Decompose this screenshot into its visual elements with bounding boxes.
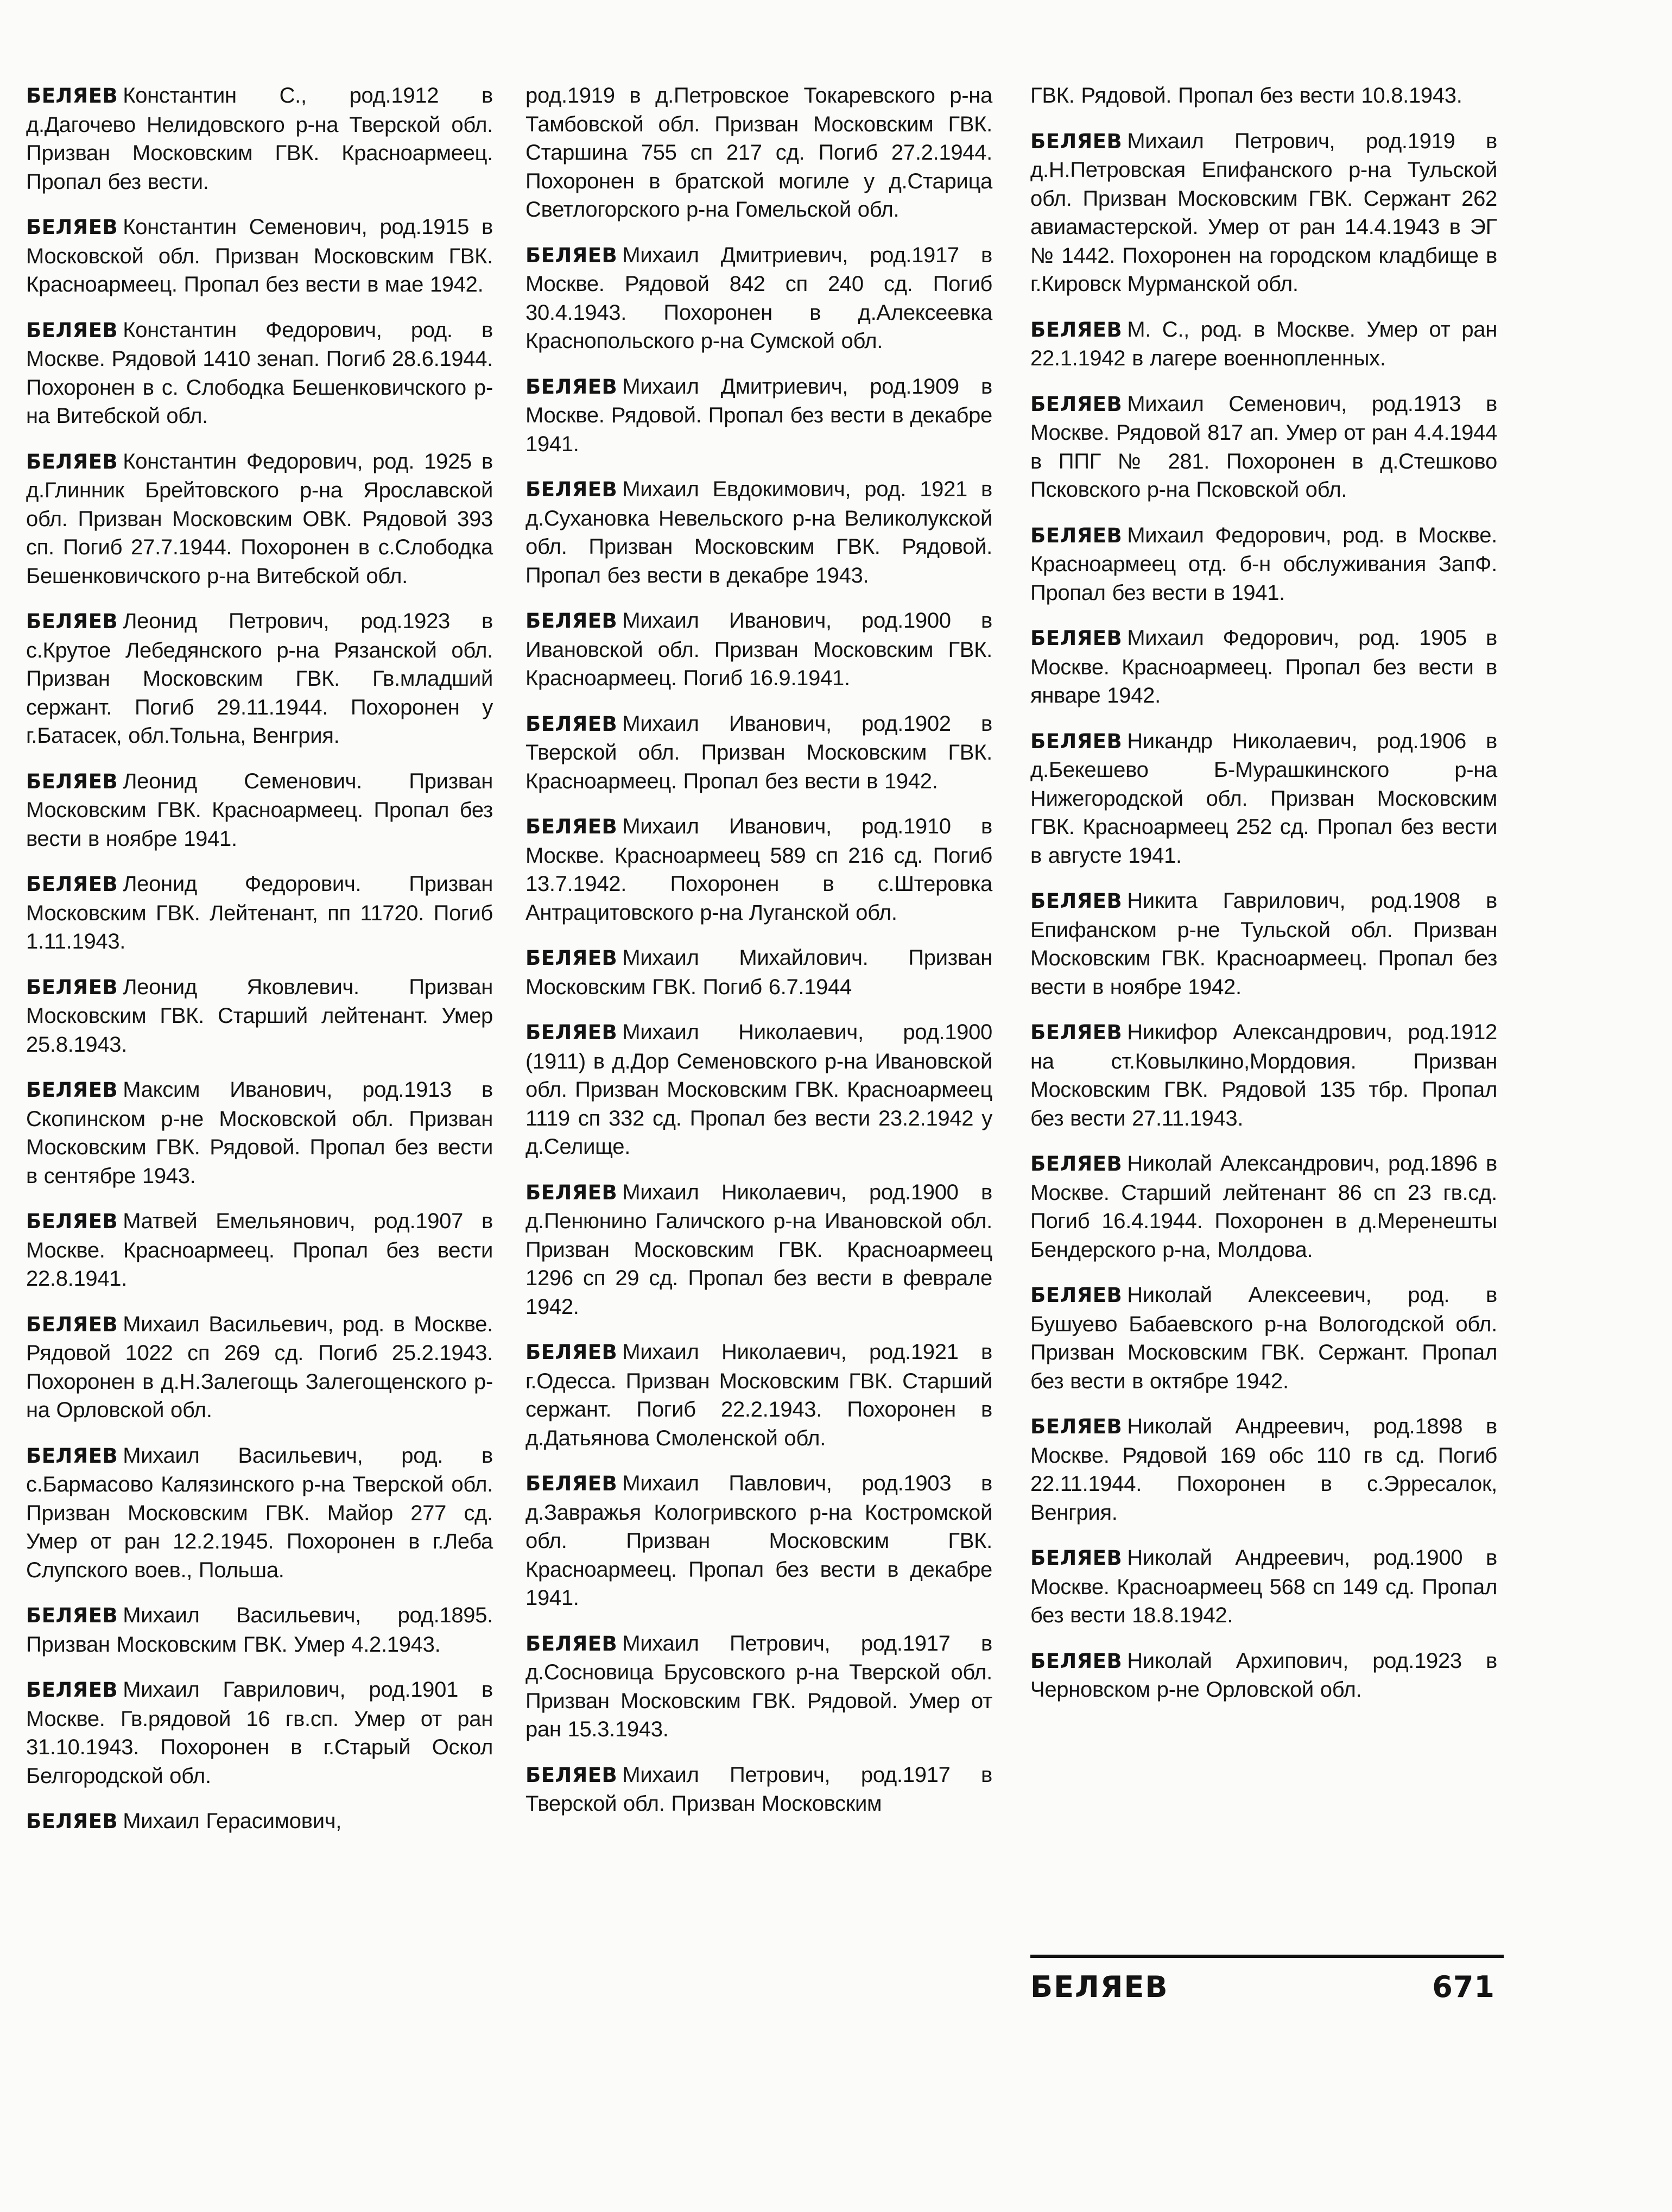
entry-surname: БЕЛЯЕВ [525,243,618,267]
entry-text: Николай Андреевич, род.1898 в Москве. Рядовой 169 обс 110 гв сд. Погиб 22.11.1944. Похоронен в с.Эрресалок, Венгрия. [1030,1414,1497,1525]
entry-text: Михаил Васильевич, род. в с.Бармасово Калязинского р-на Тверской обл. Призван Московским ГВК. Майор 277 сд. Умер от ран 12.2.1945. Похоронен в г.Леба Слупского воев., Польша. [26,1443,493,1582]
entry-surname: БЕЛЯЕВ [525,1472,618,1495]
entry [26,1676,493,1790]
entry [525,812,992,927]
entry-text: Михаил Васильевич, род. в Москве. Рядовой 1022 сп 269 сд. Погиб 25.2.1943. Похоронен в д.Н.Залегощь Залегощенского р-на Орловской обл. [26,1312,493,1422]
entry [525,81,992,224]
entry-text: Михаил Иванович, род.1902 в Тверской обл. Призван Московским ГВК. Красноармеец. Пропал без вести в 1942. [525,711,992,793]
entry-surname: БЕЛЯЕВ [1030,1284,1123,1307]
entry-surname: БЕЛЯЕВ [26,84,118,108]
entry-surname: БЕЛЯЕВ [1030,129,1123,153]
entry-surname: БЕЛЯЕВ [525,609,618,633]
column-3 [1030,81,1497,1721]
entry [525,475,992,590]
entry-surname: БЕЛЯЕВ [26,769,118,793]
entry-text: ГВК. Рядовой. Пропал без вести 10.8.1943. [1030,84,1462,108]
entry [1030,127,1497,299]
entry-text: Михаил Николаевич, род.1900 в д.Пенюнино Галичского р-на Ивановской обл. Призван Московским ГВК. Красноармеец 1296 сп 29 сд. Пропал без вести в феврале 1942. [525,1180,992,1319]
entry [525,606,992,693]
entry-text: Никифор Александрович, род.1912 на ст.Ковылкино,Мордовия. Призван Московским ГВК. Рядовой 135 тбр. Пропал без вести 27.11.1943. [1030,1020,1497,1130]
entry-text: Михаил Михайлович. Призван Московским ГВК. Погиб 6.7.1944 [525,946,992,999]
entry-surname: БЕЛЯЕВ [1030,1649,1123,1673]
running-head: БЕЛЯЕВ [1030,1970,1169,2004]
entry [1030,1647,1497,1704]
entry-surname: БЕЛЯЕВ [1030,1415,1123,1438]
entry-surname: БЕЛЯЕВ [1030,729,1123,753]
entry-text: М. С., род. в Москве. Умер от ран 22.1.1942 в лагере военнопленных. [1030,317,1497,370]
entry-surname: БЕЛЯЕВ [26,1210,118,1233]
entry-text: Михаил Федорович, род. 1905 в Москве. Красноармеец. Пропал без вести в январе 1942. [1030,626,1497,707]
entry [1030,727,1497,870]
entry [1030,1018,1497,1133]
entry-surname: БЕЛЯЕВ [26,1312,118,1336]
entry [26,973,493,1059]
entry-text: Николай Архипович, род.1923 в Черновском р-не Орловской обл. [1030,1648,1497,1702]
entry-text: Константин С., род.1912 в д.Дагочево Нелидовского р-на Тверской обл. Призван Московским ГВК. Красноармеец. Пропал без вести. [26,84,493,194]
entry-text: Михаил Петрович, род.1917 в д.Сосновица Брусовского р-на Тверской обл. Призван Московским ГВК. Рядовой. Умер от ран 15.3.1943. [525,1631,992,1741]
entry [26,316,493,431]
entry-text: Михаил Петрович, род.1919 в д.Н.Петровская Епифанского р-на Тульской обл. Призван Московским ГВК. Сержант 262 авиамастерской. Умер от ран 14.4.1943 в ЭГ № 1442. Похоронен на городском кладбище в г.Кировск Мурманской обл. [1030,129,1497,296]
entry-surname: БЕЛЯЕВ [525,946,618,970]
entry-surname: БЕЛЯЕВ [1030,392,1123,416]
entry-surname: БЕЛЯЕВ [1030,889,1123,913]
entry [525,372,992,459]
column-1 [26,81,493,1853]
entry-surname: БЕЛЯЕВ [525,375,618,399]
entry-text: Константин Федорович, род. 1925 в д.Глинник Брейтовского р-на Ярославской обл. Призван Московским ОВК. Рядовой 393 сп. Погиб 27.7.1944. Похоронен в с.Слободка Бешенковичского р-на Витебской обл. [26,449,493,588]
entry [26,1207,493,1293]
entry [1030,1281,1497,1395]
entry-surname: БЕЛЯЕВ [1030,318,1123,342]
entry [26,447,493,591]
entry-text: Никита Гаврилович, род.1908 в Епифанском р-не Тульской обл. Призван Московским ГВК. Красноармеец. Пропал без вести в ноябре 1942. [1030,889,1497,999]
entry [525,1469,992,1613]
entry-text: Михаил Николаевич, род.1900 (1911) в д.Дор Семеновского р-на Ивановской обл. Призван Московским ГВК. Красноармеец 1119 сп 332 сд. Пропал без вести 23.2.1942 у д.Селище. [525,1020,992,1159]
entry [26,607,493,750]
entry [1030,81,1497,110]
entry-surname: БЕЛЯЕВ [26,1604,118,1627]
entry [26,1310,493,1425]
entry-surname: БЕЛЯЕВ [26,610,118,633]
entry-surname: БЕЛЯЕВ [1030,1021,1123,1044]
entry [26,767,493,854]
entry [26,870,493,956]
entry [525,1018,992,1161]
entry-text: Максим Иванович, род.1913 в Скопинском р-не Московской обл. Призван Московским ГВК. Рядовой. Пропал без вести в сентябре 1943. [26,1078,493,1188]
entry-surname: БЕЛЯЕВ [1030,523,1123,547]
entry [26,1442,493,1585]
entry-text: род.1919 в д.Петровское Токаревского р-на Тамбовской обл. Призван Московским ГВК. Старшина 755 сп 217 сд. Погиб 27.2.1944. Похоронен в братской могиле у д.Старица Светлогорского р-на Гомельской обл. [525,84,992,222]
entry [525,241,992,356]
entry-text: Константин Семенович, род.1915 в Московской обл. Призван Московским ГВК. Красноармеец. Пропал без вести в мае 1942. [26,215,493,296]
entry-text: Михаил Иванович, род.1900 в Ивановской обл. Призван Московским ГВК. Красноармеец. Погиб 16.9.1941. [525,609,992,690]
entry-text: Михаил Дмитриевич, род.1909 в Москве. Рядовой. Пропал без вести в декабре 1941. [525,374,992,456]
entry-surname: БЕЛЯЕВ [525,712,618,736]
entry-surname: БЕЛЯЕВ [26,1078,118,1102]
entry-text: Леонид Яковлевич. Призван Московским ГВК. Старший лейтенант. Умер 25.8.1943. [26,975,493,1057]
entry-text: Михаил Герасимович, [123,1809,342,1833]
entry-text: Михаил Павлович, род.1903 в д.Завражья Кологривского р-на Костромской обл. Призван Московским ГВК. Красноармеец. Пропал без вести в декабре 1941. [525,1471,992,1610]
column-2 [525,81,992,1835]
entry-text: Николай Андреевич, род.1900 в Москве. Красноармеец 568 сп 149 сд. Пропал без вести 18.8.1942. [1030,1546,1497,1627]
entry [26,213,493,299]
entry-text: Леонид Федорович. Призван Московским ГВК. Лейтенант, пп 11720. Погиб 1.11.1943. [26,872,493,953]
entry-surname: БЕЛЯЕВ [26,318,118,342]
entry [1030,1149,1497,1264]
entry [1030,521,1497,608]
entry-surname: БЕЛЯЕВ [26,1678,118,1702]
entry [26,81,493,196]
entry [26,1807,493,1836]
entry [525,1761,992,1818]
entry-surname: БЕЛЯЕВ [26,873,118,896]
entry-surname: БЕЛЯЕВ [26,1810,118,1833]
entry [1030,390,1497,504]
entry-text: Михаил Петрович, род.1917 в Тверской обл. Призван Московским [525,1762,992,1816]
entry-surname: БЕЛЯЕВ [525,1180,618,1204]
entry [525,944,992,1001]
entry [525,710,992,796]
entry-text: Леонид Семенович. Призван Московским ГВК. Красноармеец. Пропал без вести в ноябре 1941. [26,769,493,851]
entry-text: Николай Алексеевич, род. в Бушуево Бабаевского р-на Вологодской обл. Призван Московским ГВК. Сержант. Пропал без вести в октябре 1942. [1030,1283,1497,1393]
entry-surname: БЕЛЯЕВ [1030,1546,1123,1570]
entry-text: Никандр Николаевич, род.1906 в д.Бекешево Б-Мурашкинского р-на Нижегородской обл. Призван Московским ГВК. Красноармеец 252 сд. Пропал без вести в августе 1941. [1030,729,1497,868]
entry [1030,887,1497,1001]
entry-surname: БЕЛЯЕВ [26,975,118,999]
entry-text: Михаил Гаврилович, род.1901 в Москве. Гв.рядовой 16 гв.сп. Умер от ран 31.10.1943. Похоронен в г.Старый Оскол Белгородской обл. [26,1678,493,1788]
entry [525,1629,992,1744]
entry-text: Михаил Дмитриевич, род.1917 в Москве. Рядовой 842 сп 240 сд. Погиб 30.4.1943. Похоронен в д.Алексеевка Краснопольского р-на Сумской обл. [525,243,992,353]
entry-surname: БЕЛЯЕВ [26,1444,118,1468]
entry-text: Михаил Федорович, род. в Москве. Красноармеец отд. б-н обслуживания ЗапФ. Пропал без вести в 1941. [1030,523,1497,605]
entry-text: Михаил Николаевич, род.1921 в г.Одесса. Призван Московским ГВК. Старший сержант. Погиб 22.2.1943. Похоронен в д.Датьянова Смоленской обл. [525,1340,992,1450]
entry-text: Михаил Васильевич, род.1895. Призван Московским ГВК. Умер 4.2.1943. [26,1603,493,1657]
entry-text: Михаил Евдокимович, род. 1921 в д.Сухановка Невельского р-на Великолукской обл. Призван Московским ГВК. Рядовой. Пропал без вести в декабре 1943. [525,477,992,587]
entry-surname: БЕЛЯЕВ [26,450,118,473]
entry-surname: БЕЛЯЕВ [525,1632,618,1655]
entry-surname: БЕЛЯЕВ [525,478,618,501]
entry [525,1178,992,1322]
entry [1030,315,1497,373]
entry [1030,624,1497,710]
entry-text: Николай Александрович, род.1896 в Москве. Старший лейтенант 86 сп 23 гв.сд. Погиб 16.4.1944. Похоронен в д.Меренешты Бендерского р-на, Молдова. [1030,1152,1497,1262]
entry-surname: БЕЛЯЕВ [525,815,618,838]
entry-text: Леонид Петрович, род.1923 в с.Крутое Лебедянского р-на Рязанской обл. Призван Московским ГВК. Гв.младший сержант. Погиб 29.11.1944. Похоронен у г.Батасек, обл.Тольна, Венгрия. [26,609,493,748]
entry [26,1601,493,1659]
page-number: 671 [1432,1970,1495,2004]
entry-text: Михаил Семенович, род.1913 в Москве. Рядовой 817 ап. Умер от ран 4.4.1944 в ППГ № 281. Похоронен в д.Стешково Псковского р-на Псковской обл. [1030,391,1497,502]
entry-surname: БЕЛЯЕВ [1030,627,1123,650]
entry [525,1338,992,1452]
footer-rule [1030,1955,1504,1958]
entry [1030,1544,1497,1630]
entry [1030,1412,1497,1527]
entry-text: Константин Федорович, род. в Москве. Рядовой 1410 зенап. Погиб 28.6.1944. Похоронен в с. Слободка Бешенковичского р-на Витебской обл. [26,318,493,428]
entry-surname: БЕЛЯЕВ [525,1021,618,1044]
entry-surname: БЕЛЯЕВ [26,216,118,239]
entry-surname: БЕЛЯЕВ [525,1341,618,1364]
entry-text: Михаил Иванович, род.1910 в Москве. Красноармеец 589 сп 216 сд. Погиб 13.7.1942. Похоронен в с.Штеровка Антрацитовского р-на Луганской обл. [525,814,992,925]
entry-surname: БЕЛЯЕВ [525,1763,618,1787]
entry-surname: БЕЛЯЕВ [1030,1152,1123,1175]
entry [26,1076,493,1190]
entry-text: Матвей Емельянович, род.1907 в Москве. Красноармеец. Пропал без вести 22.8.1941. [26,1209,493,1291]
